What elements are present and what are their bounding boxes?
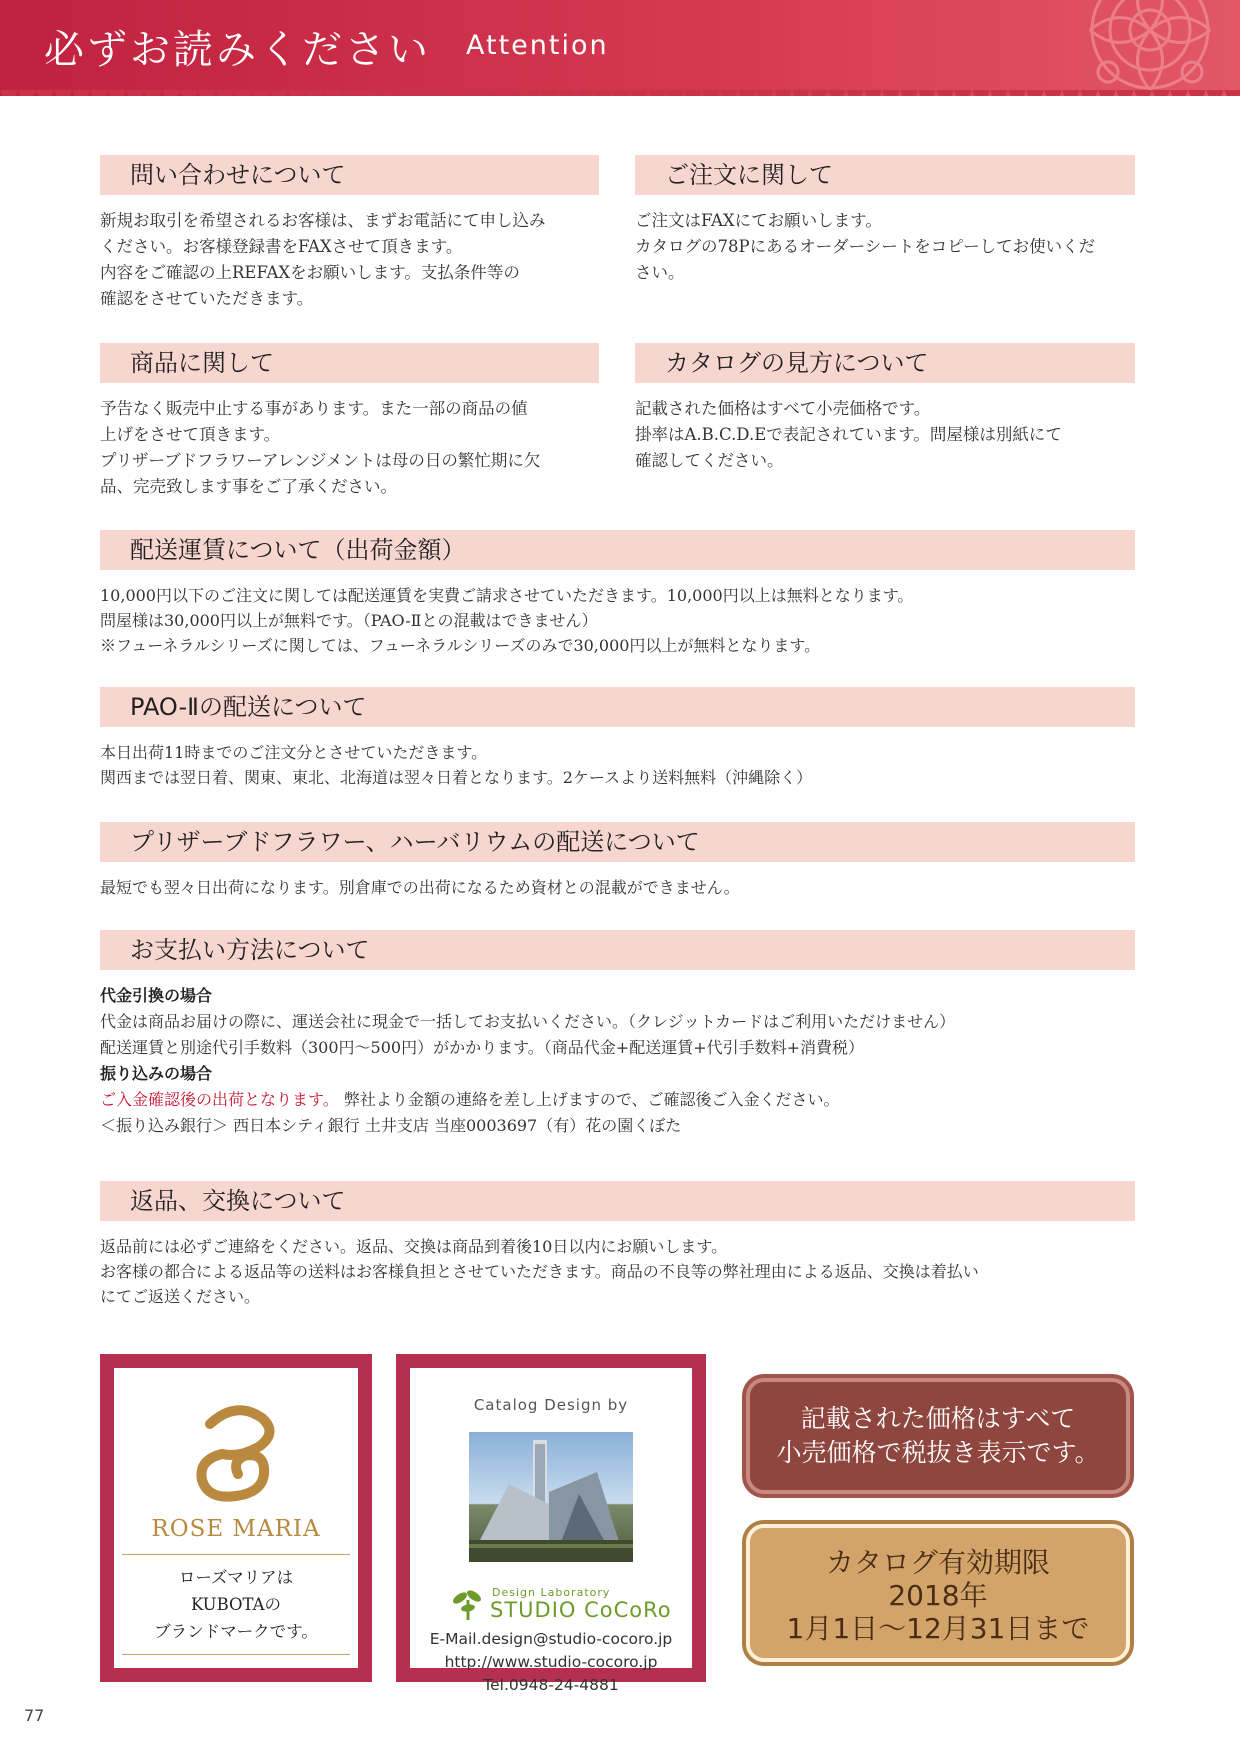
text-line: ローズマリアは xyxy=(178,1568,294,1587)
studio-email[interactable]: E-Mail.design@studio-cocoro.jp xyxy=(429,1630,673,1648)
header-scallop-edge xyxy=(0,90,1240,96)
section-body-payment xyxy=(100,983,1140,1139)
text-line: 上げをさせて頂きます。 xyxy=(100,425,281,444)
section-heading-returns: 返品、交換について xyxy=(100,1181,1135,1221)
section-heading-product: 商品に関して xyxy=(100,343,599,383)
text-line: にてご返送ください。 xyxy=(100,1287,261,1306)
section-body-catalog xyxy=(635,396,1145,474)
text-line: 品、完売致します事をご了承ください。 xyxy=(100,477,397,496)
text-line: 本日出荷11時までのご注文分とさせていただきます。 xyxy=(100,743,488,762)
studio-lab-label: Design Laboratory xyxy=(492,1586,611,1599)
flower-ornament-icon xyxy=(980,0,1240,96)
studio-url[interactable]: http://www.studio-cocoro.jp xyxy=(444,1653,658,1671)
studio-cocoro-panel xyxy=(396,1354,706,1694)
text-line: 掛率はA.B.C.D.Eで表記されています。問屋様は別紙にて xyxy=(635,425,1062,444)
text-line: 確認をさせていただきます。 xyxy=(100,289,314,308)
section-body-order xyxy=(635,208,1145,286)
section-heading-shipping: 配送運賃について（出荷金額） xyxy=(100,530,1135,570)
text-line: カタログ有効期限 xyxy=(825,1546,1050,1579)
rose-maria-panel-inner xyxy=(114,1368,358,1668)
text-line: 確認してください。 xyxy=(635,451,784,470)
text-line: 問屋様は30,000円以上が無料です。（PAO-Ⅱとの混載はできません） xyxy=(100,611,598,630)
text-line: 代金は商品お届けの際に、運送会社に現金で一括してお支払いください。（クレジットカードはご利用いただけません） xyxy=(100,1012,956,1031)
page-subtitle: Attention xyxy=(466,30,609,61)
text-line: プリザーブドフラワーアレンジメントは母の日の繁忙期に欠 xyxy=(100,451,541,470)
building-photo-graphic xyxy=(469,1432,633,1562)
section-heading-order: ご注文に関して xyxy=(635,155,1135,195)
rose-maria-panel xyxy=(100,1354,372,1682)
subheading-cod: 代金引換の場合 xyxy=(100,986,213,1005)
section-body-product xyxy=(100,396,610,500)
divider xyxy=(122,1554,350,1555)
section-body-shipping xyxy=(100,583,1140,658)
text-line: ※フューネラルシリーズに関しては、フューネラルシリーズのみで30,000円以上が無料となります。 xyxy=(100,636,821,655)
design-credit-caption: Catalog Design by xyxy=(473,1396,629,1414)
text-line: 内容をご確認の上REFAXをお願いします。支払条件等の xyxy=(100,263,520,282)
text-line: ご注文はFAXにてお願いします。 xyxy=(635,211,882,230)
section-body-pao xyxy=(100,740,1140,790)
section-body-preserved xyxy=(100,875,1140,900)
section-heading-inquiry: 問い合わせについて xyxy=(100,155,599,195)
text-line: 2018年 xyxy=(888,1579,988,1612)
page-title: 必ずお読みください xyxy=(44,27,431,73)
text-line: 配送運賃と別途代引手数料（300円〜500円）がかかります。（商品代金+配送運賃+代引手数料+消費税） xyxy=(100,1038,865,1057)
text-line: 関西までは翌日着、関東、東北、北海道は翌々日着となります。2ケースより送料無料（沖縄除く） xyxy=(100,768,813,787)
text-line: カタログの78Pにあるオーダーシートをコピーしてお使いくだ xyxy=(635,237,1096,256)
building-photo xyxy=(469,1432,633,1562)
subheading-transfer: 振り込みの場合 xyxy=(100,1064,213,1083)
text-line: 予告なく販売中止する事があります。また一部の商品の値 xyxy=(100,399,528,418)
text-line: 記載された価格はすべて xyxy=(800,1404,1076,1433)
section-heading-pao: PAO-Ⅱの配送について xyxy=(100,687,1135,727)
section-body-returns xyxy=(100,1234,1140,1309)
bank-line: ＜振り込み銀行＞ 西日本シティ銀行 土井支店 当座0003697（有）花の園くぼた xyxy=(100,1116,682,1135)
text-line: 1月1日〜12月31日まで xyxy=(786,1612,1090,1645)
text-line: 返品前には必ずご連絡をください。返品、交換は商品到着後10日以内にお願いします。 xyxy=(100,1237,728,1256)
page-number: 77 xyxy=(24,1706,45,1725)
catalog-validity-badge xyxy=(746,1524,1130,1662)
studio-name: STUDIO CoCoRo xyxy=(490,1598,672,1622)
text-line: お客様の都合による返品等の送料はお客様負担とさせていただきます。商品の不良等の弊社理由による返品、交換は着払い xyxy=(100,1262,979,1281)
text-line: 最短でも翌々日出荷になります。別倉庫での出荷になるため資材との混載ができません。 xyxy=(100,878,740,897)
rose-maria-brand: ROSE MARIA xyxy=(151,1516,321,1542)
text-line: ブランドマークです。 xyxy=(154,1622,318,1641)
transfer-notice: ご入金確認後の出荷となります。 xyxy=(100,1090,339,1109)
rose-maria-note xyxy=(114,1564,358,1645)
page-header xyxy=(0,0,1240,96)
text-line: ください。お客様登録書をFAXさせて頂きます。 xyxy=(100,237,463,256)
studio-cocoro-panel-inner xyxy=(410,1368,692,1694)
section-heading-preserved: プリザーブドフラワー、ハーバリウムの配送について xyxy=(100,822,1135,862)
section-body-inquiry xyxy=(100,208,610,312)
leaf-logo-icon xyxy=(448,1586,488,1622)
text-line: KUBOTAの xyxy=(190,1595,282,1614)
text-line-transfer xyxy=(100,1087,1140,1113)
transfer-text: 弊社より金額の連絡を差し上げますので、ご確認後ご入金ください。 xyxy=(343,1090,840,1109)
text-line: 新規お取引を希望されるお客様は、まずお電話にて申し込み xyxy=(100,211,546,230)
section-heading-catalog: カタログの見方について xyxy=(635,343,1135,383)
rose-maria-logo-icon xyxy=(180,1396,292,1508)
price-notice-badge xyxy=(746,1378,1130,1494)
text-line: さい。 xyxy=(635,263,685,282)
section-heading-payment: お支払い方法について xyxy=(100,930,1135,970)
divider xyxy=(122,1654,350,1655)
studio-tel: Tel.0948-24-4881 xyxy=(483,1676,619,1694)
studio-contact xyxy=(410,1628,692,1697)
text-line: 10,000円以下のご注文に関しては配送運賃を実費ご請求させていただきます。10,000円以上は無料となります。 xyxy=(100,586,914,605)
text-line: 小売価格で税抜き表示です。 xyxy=(776,1438,1100,1467)
text-line: 記載された価格はすべて小売価格です。 xyxy=(635,399,931,418)
